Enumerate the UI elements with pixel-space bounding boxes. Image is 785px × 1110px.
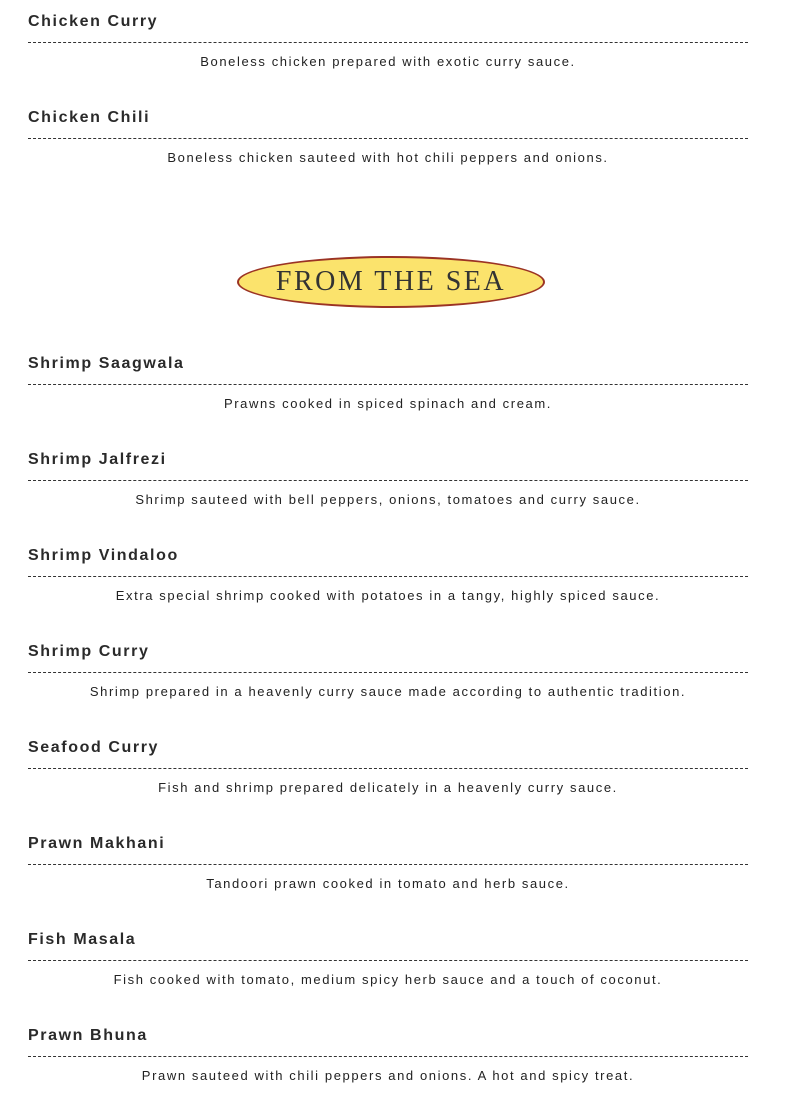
menu-item: [28, 0, 748, 96]
menu-item-name: Shrimp Curry: [28, 643, 150, 660]
dashed-divider: [28, 864, 748, 865]
menu-item: [28, 918, 748, 1014]
menu-item-description: Boneless chicken prepared with exotic curry sauce.: [200, 54, 576, 69]
chicken-section: [28, 0, 748, 192]
menu-item-name: Chicken Chili: [28, 109, 151, 126]
sea-section: [28, 342, 748, 1110]
menu-item-description: Extra special shrimp cooked with potatoes in a tangy, highly spiced sauce.: [115, 588, 661, 603]
menu-item: [28, 96, 748, 192]
menu-item: [28, 534, 748, 630]
menu-item: [28, 1014, 748, 1110]
menu-item: [28, 726, 748, 822]
menu-item-name: Shrimp Vindaloo: [28, 547, 179, 564]
menu-item-name: Fish Masala: [28, 931, 137, 948]
menu-item: [28, 342, 748, 438]
dashed-divider: [28, 384, 748, 385]
menu-item-description: Shrimp prepared in a heavenly curry sauce made according to authentic tradition.: [89, 684, 687, 699]
menu-item-description: Prawn sauteed with chili peppers and onions. A hot and spicy treat.: [141, 1068, 635, 1083]
menu-item-description: Boneless chicken sauteed with hot chili peppers and onions.: [167, 150, 609, 165]
section-banner: [0, 256, 785, 312]
menu-item: [28, 822, 748, 918]
section-title: FROM THE SEA: [275, 266, 507, 297]
dashed-divider: [28, 480, 748, 481]
menu-item-name: Prawn Makhani: [28, 835, 166, 852]
menu-item-name: Seafood Curry: [28, 739, 160, 756]
dashed-divider: [28, 138, 748, 139]
dashed-divider: [28, 768, 748, 769]
menu-item-name: Shrimp Jalfrezi: [28, 451, 167, 468]
menu-item-name: Shrimp Saagwala: [28, 355, 185, 372]
menu-item: [28, 438, 748, 534]
dashed-divider: [28, 672, 748, 673]
from-the-sea-badge: [237, 256, 545, 308]
menu-item: [28, 630, 748, 726]
menu-item-description: Shrimp sauteed with bell peppers, onions, tomatoes and curry sauce.: [135, 492, 641, 507]
dashed-divider: [28, 576, 748, 577]
menu-item-description: Fish cooked with tomato, medium spicy herb sauce and a touch of coconut.: [113, 972, 663, 987]
menu-item-description: Tandoori prawn cooked in tomato and herb sauce.: [206, 876, 570, 891]
menu-item-name: Chicken Curry: [28, 13, 159, 30]
menu-item-description: Fish and shrimp prepared delicately in a heavenly curry sauce.: [158, 780, 618, 795]
dashed-divider: [28, 1056, 748, 1057]
dashed-divider: [28, 42, 748, 43]
menu-item-description: Prawns cooked in spiced spinach and cream.: [223, 396, 553, 411]
menu-item-name: Prawn Bhuna: [28, 1027, 148, 1044]
dashed-divider: [28, 960, 748, 961]
